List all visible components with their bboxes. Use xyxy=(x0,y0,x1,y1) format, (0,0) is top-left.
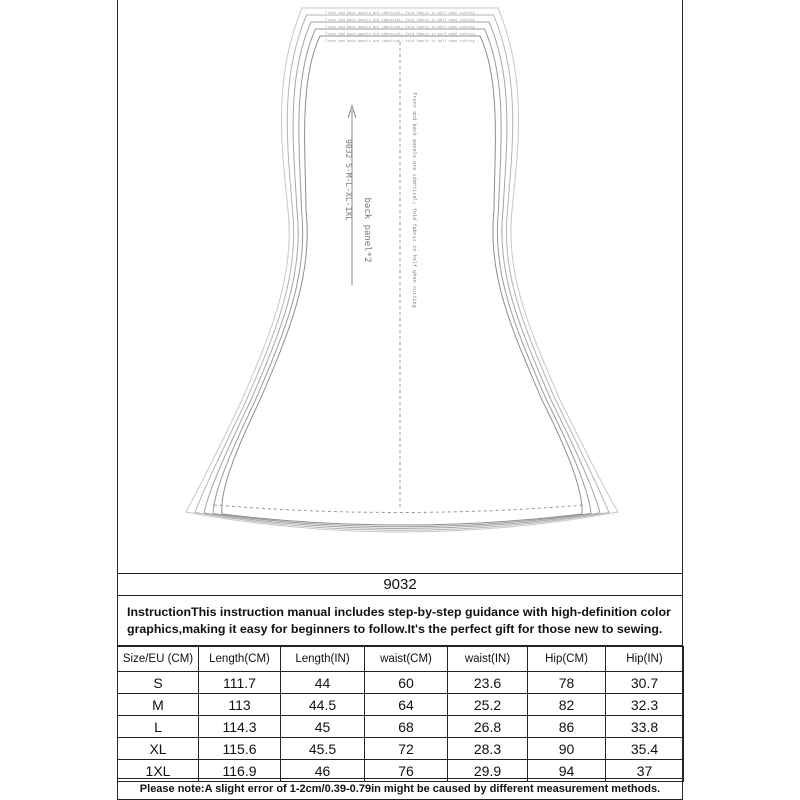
table-row xyxy=(118,694,684,716)
measurement-cell: 35.4 xyxy=(606,738,684,760)
size-cell: XL xyxy=(118,738,199,760)
measurement-cell: 78 xyxy=(528,672,606,694)
measurement-cell: 111.7 xyxy=(199,672,281,694)
measurement-cell: 90 xyxy=(528,738,606,760)
table-row xyxy=(118,738,684,760)
header-hip-cm: Hip(CM) xyxy=(528,647,606,672)
size-outline-2 xyxy=(195,15,609,530)
table-row xyxy=(118,716,684,738)
measurement-cell: 68 xyxy=(365,716,448,738)
measurement-cell: 44 xyxy=(281,672,365,694)
measurement-cell: 76 xyxy=(365,760,448,782)
measurement-cell: 45.5 xyxy=(281,738,365,760)
size-cell: M xyxy=(118,694,199,716)
measurement-cell: 116.9 xyxy=(199,760,281,782)
measurement-cell: 64 xyxy=(365,694,448,716)
measurement-cell: 33.8 xyxy=(606,716,684,738)
measurement-cell: 72 xyxy=(365,738,448,760)
measurement-cell: 46 xyxy=(281,760,365,782)
header-length-cm: Length(CM) xyxy=(199,647,281,672)
waistband-label: Front and back panels are identical; fold fabric in half when cutting xyxy=(325,32,475,36)
hem-stitch-line xyxy=(214,505,584,513)
header-size: Size/EU (CM) xyxy=(118,647,199,672)
size-chart-table xyxy=(117,646,684,782)
measurement-cell: 23.6 xyxy=(448,672,528,694)
measurement-cell: 26.8 xyxy=(448,716,528,738)
measurement-cell: 86 xyxy=(528,716,606,738)
sewing-pattern xyxy=(119,0,681,574)
measurement-cell: 25.2 xyxy=(448,694,528,716)
table-header-row xyxy=(118,647,684,672)
measurement-cell: 94 xyxy=(528,760,606,782)
size-outline-1 xyxy=(186,8,618,532)
measurement-cell: 60 xyxy=(365,672,448,694)
measurement-cell: 30.7 xyxy=(606,672,684,694)
measurement-note: Please note:A slight error of 1-2cm/0.39-0.79in might be caused by different measurement methods. xyxy=(117,778,683,800)
panel-label: back panel*2 xyxy=(362,197,372,263)
fold-note: Front and back panels are identical; fold fabric in half when cutting xyxy=(411,92,417,308)
size-cell: S xyxy=(118,672,199,694)
size-outline-5 xyxy=(222,36,582,525)
waistband-label: Front and back panels are identical; fold fabric in half when cutting xyxy=(325,25,475,29)
size-cell: L xyxy=(118,716,199,738)
measurement-cell: 32.3 xyxy=(606,694,684,716)
measurement-cell: 113 xyxy=(199,694,281,716)
size-cell: 1XL xyxy=(118,760,199,782)
measurement-cell: 82 xyxy=(528,694,606,716)
instruction-text: InstructionThis instruction manual includes step-by-step guidance with high-definition color graphics,making it easy for beginners to follow.It's the perfect gift for those new to sewing. xyxy=(117,596,683,646)
size-outline-3 xyxy=(204,22,600,529)
header-hip-in: Hip(IN) xyxy=(606,647,684,672)
header-waist-in: waist(IN) xyxy=(448,647,528,672)
pattern-code: 9032 xyxy=(117,573,683,596)
measurement-cell: 44.5 xyxy=(281,694,365,716)
size-outline-4 xyxy=(213,29,591,527)
waistband-label: Front and back panels are identical; fold fabric in half when cutting xyxy=(325,11,475,15)
size-label: 9032 S-M-L-XL-1XL xyxy=(344,139,353,221)
measurement-cell: 115.6 xyxy=(199,738,281,760)
waistband-label: Front and back panels are identical; fold fabric in half when cutting xyxy=(325,18,475,22)
measurement-cell: 28.3 xyxy=(448,738,528,760)
table-row xyxy=(118,672,684,694)
header-length-in: Length(IN) xyxy=(281,647,365,672)
measurement-cell: 29.9 xyxy=(448,760,528,782)
header-waist-cm: waist(CM) xyxy=(365,647,448,672)
measurement-cell: 114.3 xyxy=(199,716,281,738)
waistband-label: Front and back panels are identical; fold fabric in half when cutting xyxy=(325,39,475,43)
measurement-cell: 45 xyxy=(281,716,365,738)
measurement-cell: 37 xyxy=(606,760,684,782)
